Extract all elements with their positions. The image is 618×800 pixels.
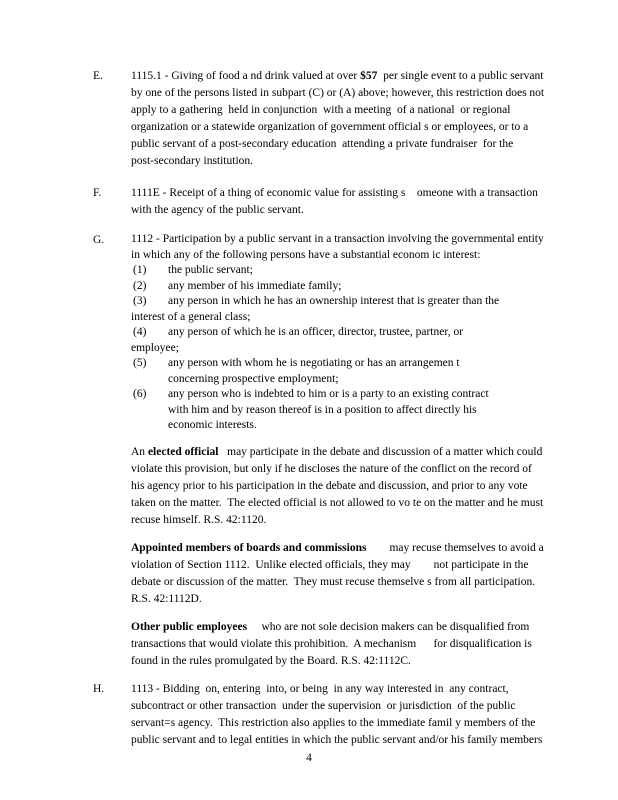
section-letter: F. — [93, 187, 102, 199]
text-segment: any person who is indebted to him or is a party to an existing contract — [168, 388, 489, 400]
section-h-text — [131, 681, 570, 749]
text-segment: violation of Section 1112. Unlike elected officials, they may not participate in the — [131, 558, 529, 571]
text-line — [131, 185, 570, 202]
text-segment: any person in which he has an ownership interest that is greater than the — [168, 295, 500, 307]
text-segment: taken on the matter. The elected official is not allowed to vo te on the matter and he must — [131, 496, 544, 509]
text-segment: 1111E - Receipt of a thing of economic value for assisting s omeone with a transaction — [131, 187, 538, 199]
text-line — [131, 478, 570, 495]
text-segment: his agency prior to his participation in the debate and discussion, and prior to any vote — [131, 479, 528, 492]
list-item-line — [131, 356, 570, 372]
section-letter: H. — [93, 682, 105, 695]
text-line — [131, 461, 570, 478]
text-line — [131, 574, 570, 591]
bold-text-segment: elected official — [147, 445, 219, 458]
text-line — [131, 512, 570, 529]
text-line — [131, 341, 570, 357]
text-line — [131, 444, 570, 461]
section-f-text — [131, 185, 570, 219]
text-segment: subcontract or other transaction under the supervision or jurisdiction of the public — [131, 699, 516, 712]
text-segment: interest of a general class; — [131, 310, 251, 323]
paragraph-elected-official — [93, 444, 570, 529]
text-line — [168, 372, 570, 388]
bold-text-segment: Appointed members of boards and commissions — [131, 541, 367, 554]
text-segment: per single event to a public servant — [377, 70, 544, 82]
text-line — [168, 403, 570, 419]
text-segment: in which any of the following persons have a substantial econom ic interest: — [131, 248, 481, 261]
text-line — [131, 136, 570, 153]
text-line — [131, 153, 570, 170]
text-segment: may participate in the debate and discussion of a matter which could — [218, 445, 543, 458]
paragraph-appointed-members-text — [131, 540, 570, 608]
text-line — [131, 495, 570, 512]
page-number: 4 — [306, 752, 312, 764]
text-line — [131, 732, 570, 749]
paragraph-other-public-employees — [93, 619, 570, 670]
text-line — [131, 102, 570, 119]
section-g — [93, 232, 570, 434]
text-segment: organization or a statewide organization of government official s or employees, or to a — [131, 121, 529, 133]
text-segment: by one of the persons listed in subpart (C) or (A) above; however, this restriction does not — [131, 87, 545, 99]
text-segment: servant=s agency. This restriction also applies to the immediate famil y members of the — [131, 716, 536, 729]
text-segment: found in the rules promulgated by the Board. R.S. 42:1112C. — [131, 654, 411, 667]
text-segment: any person of which he is an officer, director, trustee, partner, or — [168, 326, 464, 338]
list-item-number: (1) — [133, 264, 147, 276]
list-item-line — [131, 387, 570, 403]
text-line — [131, 619, 570, 636]
section-g-text — [131, 232, 570, 434]
paragraph-other-public-employees-text — [131, 619, 570, 670]
text-line — [131, 310, 570, 326]
text-line — [131, 698, 570, 715]
paragraph-appointed-members — [93, 540, 570, 608]
text-segment: R.S. 42:1112D. — [131, 592, 202, 605]
text-segment: violate this provision, but only if he discloses the nature of the conflict on the record of — [131, 462, 532, 475]
text-segment: An — [131, 445, 148, 458]
text-line — [131, 653, 570, 670]
list-item-line — [131, 263, 570, 279]
section-h — [93, 681, 570, 749]
text-segment: the public servant; — [168, 264, 253, 276]
section-f — [93, 185, 570, 219]
text-line — [168, 418, 570, 434]
list-item-number: (6) — [133, 388, 147, 400]
list-item-line — [131, 279, 570, 295]
text-line — [131, 591, 570, 608]
text-segment: debate or discussion of the matter. They must recuse themselve s from all participation. — [131, 575, 536, 588]
text-segment: employee; — [131, 341, 179, 354]
text-line — [131, 202, 570, 219]
text-line — [131, 119, 570, 136]
section-letter: G. — [93, 234, 105, 246]
text-segment: apply to a gathering held in conjunction with a meeting of a national or regional — [131, 104, 511, 116]
list-item-number: (2) — [133, 279, 147, 292]
text-segment: recuse himself. R.S. 42:1120. — [131, 513, 267, 526]
text-segment: public servant of a post-secondary education attending a private fundraiser for the — [131, 138, 514, 150]
text-line — [131, 540, 570, 557]
text-line — [131, 681, 570, 698]
text-line — [131, 232, 570, 248]
text-segment: concerning prospective employment; — [168, 372, 339, 385]
text-segment: 1115.1 - Giving of food a nd drink valued at over — [131, 70, 361, 82]
text-segment: with the agency of the public servant. — [131, 204, 304, 216]
section-e — [93, 68, 570, 170]
text-line — [131, 248, 570, 264]
text-line — [131, 636, 570, 653]
list-item-number: (3) — [133, 295, 147, 307]
text-segment: transactions that would violate this prohibition. A mechanism for disqualification is — [131, 637, 532, 650]
text-line — [131, 715, 570, 732]
text-segment: any member of his immediate family; — [168, 279, 342, 292]
list-item-line — [131, 325, 570, 341]
text-segment: 1112 - Participation by a public servant in a transaction involving the governmental entity — [131, 233, 544, 245]
text-line — [131, 68, 570, 85]
text-segment: economic interests. — [168, 419, 257, 431]
text-segment: 1113 - Bidding on, entering into, or being in any way interested in any contract, — [131, 682, 509, 695]
list-item-number: (5) — [133, 357, 147, 369]
section-letter: E. — [93, 70, 103, 82]
text-segment: who are not sole decision makers can be disqualified from — [247, 620, 530, 633]
text-segment: any person with whom he is negotiating or has an arrangemen t — [168, 357, 460, 369]
list-item-line — [131, 294, 570, 310]
list-item-number: (4) — [133, 326, 147, 338]
bold-text-segment: $57 — [360, 70, 378, 82]
text-segment: post-secondary institution. — [131, 155, 254, 167]
bold-text-segment: Other public employees — [131, 620, 248, 633]
text-segment: may recuse themselves to avoid a — [366, 541, 544, 554]
paragraph-elected-official-text — [131, 444, 570, 529]
text-line — [131, 85, 570, 102]
text-segment: with him and by reason thereof is in a position to affect directly his — [168, 403, 477, 416]
text-line — [131, 557, 570, 574]
text-segment: public servant and to legal entities in which the public servant and/or his family members — [131, 733, 543, 746]
section-e-text — [131, 68, 570, 170]
